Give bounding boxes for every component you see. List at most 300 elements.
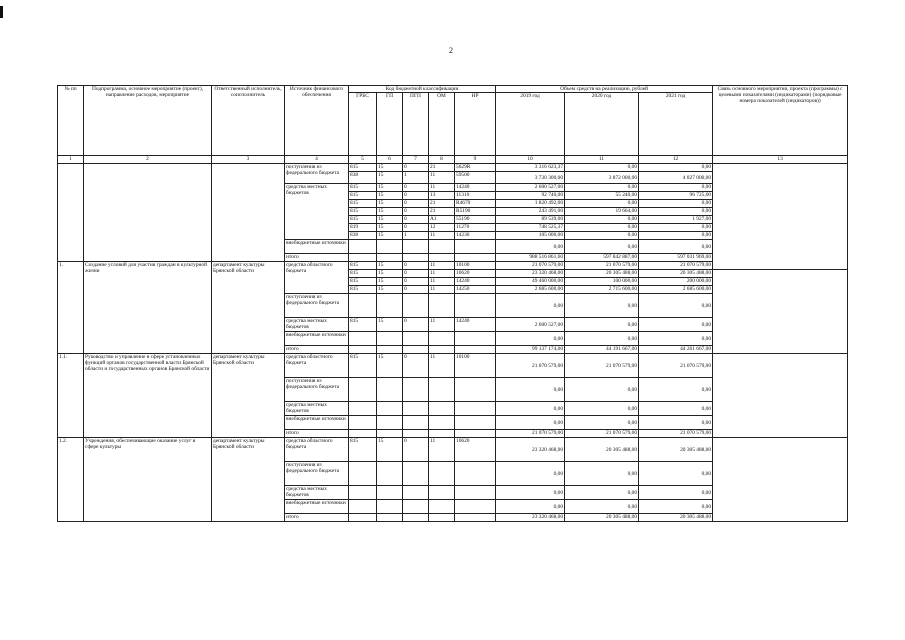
- code-cell: 815: [349, 184, 377, 192]
- amount-cell: 0,00: [639, 164, 713, 172]
- code-cell: 15: [377, 208, 403, 216]
- amount-cell: 0,00: [496, 500, 565, 514]
- amount-cell: 0,00: [565, 164, 639, 172]
- source-cell: средства областного бюджета: [285, 438, 349, 462]
- column-index: 7: [403, 156, 429, 164]
- header-num: № пп: [58, 86, 84, 156]
- code-cell: [403, 332, 429, 346]
- amount-cell: 0,00: [639, 500, 713, 514]
- source-cell: поступления из федерального бюджета: [285, 462, 349, 486]
- amount-cell: 2 715 600,00: [565, 286, 639, 294]
- page-number: 2: [449, 46, 453, 55]
- code-cell: [349, 430, 377, 438]
- code-cell: 838: [349, 172, 377, 184]
- amount-cell: 0,00: [496, 332, 565, 346]
- amount-cell: 0,00: [565, 216, 639, 224]
- code-cell: 15: [377, 184, 403, 192]
- code-cell: [349, 486, 377, 500]
- code-cell: 15: [377, 354, 403, 378]
- code-cell: 11: [429, 262, 455, 270]
- code-cell: [455, 402, 496, 416]
- amount-cell: 1 820 492,00: [496, 200, 565, 208]
- amount-cell: 0,00: [639, 184, 713, 192]
- code-cell: 21: [429, 208, 455, 216]
- budget-table: [57, 85, 848, 522]
- amount-cell: 4 027 000,00: [639, 172, 713, 184]
- amount-cell: 20 305 488,00: [565, 270, 639, 278]
- amount-cell: 243 491,00: [496, 208, 565, 216]
- code-cell: 13: [429, 192, 455, 200]
- column-index: 11: [565, 156, 639, 164]
- amount-cell: 21 070 579,00: [496, 354, 565, 378]
- code-cell: [455, 240, 496, 254]
- code-cell: 11: [429, 270, 455, 278]
- amount-cell: 3 730 300,00: [496, 172, 565, 184]
- amount-cell: 2 600 527,00: [496, 318, 565, 332]
- column-index: 4: [285, 156, 349, 164]
- amount-cell: 0,00: [565, 378, 639, 402]
- code-cell: [403, 500, 429, 514]
- code-cell: [377, 240, 403, 254]
- code-cell: 14240: [455, 278, 496, 286]
- code-cell: [349, 294, 377, 318]
- code-cell: [455, 254, 496, 262]
- code-cell: 0: [403, 200, 429, 208]
- amount-cell: 0,00: [565, 486, 639, 500]
- amount-cell: 0,00: [639, 402, 713, 416]
- amount-cell: 597 842 887,00: [565, 254, 639, 262]
- amount-cell: 3 872 000,00: [565, 172, 639, 184]
- code-cell: 0: [403, 216, 429, 224]
- amount-cell: 44 261 667,00: [639, 346, 713, 354]
- code-cell: [429, 294, 455, 318]
- code-cell: [403, 486, 429, 500]
- amount-cell: 21 070 579,00: [639, 430, 713, 438]
- code-cell: [377, 254, 403, 262]
- code-cell: 59500: [455, 172, 496, 184]
- row-name: Создание условий для участия граждан в культурной жизни: [84, 262, 212, 354]
- code-cell: 815: [349, 262, 377, 270]
- amount-cell: 0,00: [496, 402, 565, 416]
- code-cell: 0: [403, 224, 429, 232]
- code-cell: [429, 514, 455, 522]
- row-executor: департамент культуры Брянской области: [212, 354, 285, 438]
- amount-cell: 748 525,37: [496, 224, 565, 232]
- header-code-pgp: ПГП: [403, 93, 429, 156]
- code-cell: [429, 430, 455, 438]
- amount-cell: 20 305 488,00: [565, 514, 639, 522]
- table-row: [58, 438, 848, 462]
- code-cell: [403, 416, 429, 430]
- amount-cell: 23 320 468,00: [496, 438, 565, 462]
- amount-cell: 20 305 488,00: [565, 438, 639, 462]
- source-cell: средства местных бюджетов: [285, 318, 349, 332]
- code-cell: [349, 500, 377, 514]
- code-cell: [403, 430, 429, 438]
- code-cell: 21: [429, 200, 455, 208]
- column-index: 13: [713, 156, 848, 164]
- header-code-grbs: ГРБС: [349, 93, 377, 156]
- code-cell: [403, 462, 429, 486]
- source-cell: итого: [285, 514, 349, 522]
- source-cell: поступления из федерального бюджета: [285, 294, 349, 318]
- header-code-group: Код бюджетной классификации: [349, 86, 496, 93]
- source-cell: итого: [285, 430, 349, 438]
- row-executor: департамент культуры Брянской области: [212, 262, 285, 354]
- row-name: Руководство и управление в сфере установленных функций органов государственной власти Брянской области и государственных органов Брянской области: [84, 354, 212, 438]
- code-cell: [377, 430, 403, 438]
- code-cell: 15: [377, 164, 403, 172]
- link-cell: [713, 354, 848, 438]
- amount-cell: 0,00: [496, 294, 565, 318]
- code-cell: 15: [377, 192, 403, 200]
- code-cell: [429, 486, 455, 500]
- code-cell: [455, 416, 496, 430]
- code-cell: 815: [349, 164, 377, 172]
- code-cell: [377, 486, 403, 500]
- code-cell: 815: [349, 192, 377, 200]
- code-cell: 815: [349, 270, 377, 278]
- source-cell: средства местных бюджетов: [285, 184, 349, 240]
- amount-cell: 200 000,00: [639, 278, 713, 286]
- code-cell: [377, 332, 403, 346]
- amount-cell: 0,00: [565, 240, 639, 254]
- code-cell: 15: [377, 232, 403, 240]
- source-cell: внебюджетные источники: [285, 240, 349, 254]
- code-cell: [455, 514, 496, 522]
- code-cell: 838: [349, 232, 377, 240]
- header-code-nr: НР: [455, 93, 496, 156]
- header-year-2020: 2020 год: [565, 93, 639, 156]
- amount-cell: 2 600 527,00: [496, 184, 565, 192]
- code-cell: [349, 462, 377, 486]
- amount-cell: 23 320 468,00: [496, 514, 565, 522]
- amount-cell: 0,00: [639, 200, 713, 208]
- code-cell: 10100: [455, 354, 496, 378]
- amount-cell: 92 740,00: [496, 192, 565, 200]
- code-cell: 11: [429, 354, 455, 378]
- code-cell: 15: [377, 224, 403, 232]
- header-volume-group: Объем средств на реализацию, рублей: [496, 86, 713, 93]
- code-cell: [403, 402, 429, 416]
- header-year-2021: 2021 год: [639, 93, 713, 156]
- column-index-row: [58, 156, 848, 164]
- row-num: 1.2.: [58, 438, 84, 522]
- amount-cell: 0,00: [639, 462, 713, 486]
- amount-cell: 0,00: [496, 378, 565, 402]
- code-cell: 815: [349, 278, 377, 286]
- code-cell: [349, 254, 377, 262]
- row-name: [84, 164, 212, 262]
- code-cell: [349, 514, 377, 522]
- row-name: Учреждения, обеспечивающие оказание услуг в сфере культуры: [84, 438, 212, 522]
- amount-cell: 105 000,00: [496, 232, 565, 240]
- source-cell: средства областного бюджета: [285, 262, 349, 294]
- row-num: 1.: [58, 262, 84, 354]
- amount-cell: 21 070 579,00: [496, 430, 565, 438]
- code-cell: 0: [403, 354, 429, 378]
- code-cell: 1: [403, 232, 429, 240]
- amount-cell: 0,00: [565, 232, 639, 240]
- amount-cell: 21 070 579,00: [639, 354, 713, 378]
- amount-cell: 0,00: [565, 462, 639, 486]
- code-cell: [377, 294, 403, 318]
- code-cell: 0: [403, 438, 429, 462]
- page-edge-mark: [0, 6, 3, 18]
- source-cell: внебюджетные источники: [285, 416, 349, 430]
- code-cell: [403, 294, 429, 318]
- code-cell: 11: [429, 184, 455, 192]
- code-cell: 815: [349, 286, 377, 294]
- source-cell: итого: [285, 254, 349, 262]
- table-row: [58, 164, 848, 172]
- code-cell: [349, 402, 377, 416]
- code-cell: 815: [349, 318, 377, 332]
- amount-cell: 100 000,00: [565, 278, 639, 286]
- code-cell: [455, 378, 496, 402]
- code-cell: 15: [377, 216, 403, 224]
- code-cell: [403, 254, 429, 262]
- row-num: 1.1.: [58, 354, 84, 438]
- amount-cell: 21 070 579,00: [565, 430, 639, 438]
- amount-cell: 0,00: [639, 318, 713, 332]
- code-cell: 819: [349, 224, 377, 232]
- code-cell: 815: [349, 438, 377, 462]
- source-cell: итого: [285, 346, 349, 354]
- column-index: 9: [455, 156, 496, 164]
- amount-cell: 44 191 667,00: [565, 346, 639, 354]
- code-cell: [455, 486, 496, 500]
- code-cell: [429, 500, 455, 514]
- source-cell: внебюджетные источники: [285, 332, 349, 346]
- row-executor: [212, 164, 285, 262]
- amount-cell: 21 070 579,00: [496, 262, 565, 270]
- code-cell: 11310: [455, 192, 496, 200]
- column-index: 10: [496, 156, 565, 164]
- code-cell: 14240: [455, 318, 496, 332]
- code-cell: [403, 240, 429, 254]
- code-cell: 5629R: [455, 164, 496, 172]
- code-cell: [429, 254, 455, 262]
- amount-cell: 89 539,00: [496, 216, 565, 224]
- code-cell: [455, 462, 496, 486]
- source-cell: средства местных бюджетов: [285, 486, 349, 500]
- amount-cell: 99 137 174,00: [496, 346, 565, 354]
- code-cell: [377, 416, 403, 430]
- amount-cell: 20 305 488,00: [639, 438, 713, 462]
- code-cell: 1: [403, 172, 429, 184]
- code-cell: 0: [403, 262, 429, 270]
- amount-cell: 0,00: [565, 416, 639, 430]
- code-cell: 815: [349, 354, 377, 378]
- column-index: 3: [212, 156, 285, 164]
- code-cell: 14240: [455, 184, 496, 192]
- amount-cell: 21 070 579,00: [565, 354, 639, 378]
- code-cell: 0: [403, 286, 429, 294]
- link-cell: [713, 438, 848, 522]
- amount-cell: 988 516 861,60: [496, 254, 565, 262]
- code-cell: 0: [403, 164, 429, 172]
- code-cell: 14250: [455, 286, 496, 294]
- code-cell: 11: [429, 232, 455, 240]
- code-cell: R4670: [455, 200, 496, 208]
- code-cell: [349, 346, 377, 354]
- code-cell: [403, 378, 429, 402]
- column-index: 1: [58, 156, 84, 164]
- code-cell: [429, 462, 455, 486]
- amount-cell: 0,00: [496, 240, 565, 254]
- amount-cell: 0,00: [565, 500, 639, 514]
- code-cell: [455, 430, 496, 438]
- header-year-2019: 2019 год: [496, 93, 565, 156]
- row-executor: департамент культуры Брянской области: [212, 438, 285, 522]
- code-cell: 15: [377, 172, 403, 184]
- code-cell: 11: [429, 278, 455, 286]
- code-cell: [429, 240, 455, 254]
- amount-cell: 0,00: [639, 208, 713, 216]
- code-cell: [429, 332, 455, 346]
- code-cell: 12: [429, 224, 455, 232]
- header-row-top: [58, 86, 848, 93]
- header-link: Связь основного мероприятия, проекта (программы) с целевыми показателями (индикаторами) (порядковые номера показателей (индикаторов)): [713, 86, 848, 156]
- amount-cell: 23 320 468,00: [496, 270, 565, 278]
- code-cell: [403, 514, 429, 522]
- column-index: 12: [639, 156, 713, 164]
- code-cell: [455, 294, 496, 318]
- code-cell: 11: [429, 286, 455, 294]
- code-cell: [349, 332, 377, 346]
- code-cell: 14230: [455, 232, 496, 240]
- amount-cell: 3 316 623,37: [496, 164, 565, 172]
- amount-cell: 0,00: [565, 294, 639, 318]
- code-cell: 0: [403, 184, 429, 192]
- header-executor: Ответственный исполнитель, соисполнитель: [212, 86, 285, 156]
- code-cell: 15: [377, 318, 403, 332]
- code-cell: A1: [429, 216, 455, 224]
- column-index: 8: [429, 156, 455, 164]
- table-row: [58, 354, 848, 378]
- column-index: 2: [84, 156, 212, 164]
- amount-cell: 20 305 488,00: [639, 270, 713, 278]
- code-cell: [455, 346, 496, 354]
- code-cell: 10100: [455, 262, 496, 270]
- amount-cell: 0,00: [565, 224, 639, 232]
- code-cell: [455, 332, 496, 346]
- amount-cell: 0,00: [565, 184, 639, 192]
- amount-cell: 597 031 969,00: [639, 254, 713, 262]
- amount-cell: 0,00: [639, 224, 713, 232]
- amount-cell: 2 685 600,00: [639, 286, 713, 294]
- code-cell: 0: [403, 192, 429, 200]
- code-cell: 0: [403, 318, 429, 332]
- source-cell: внебюджетные источники: [285, 500, 349, 514]
- code-cell: [377, 514, 403, 522]
- code-cell: [455, 500, 496, 514]
- code-cell: 10620: [455, 270, 496, 278]
- header-source: Источник финансового обеспечения: [285, 86, 349, 156]
- code-cell: 15: [377, 262, 403, 270]
- amount-cell: 0,00: [639, 486, 713, 500]
- header-code-gp: ГП: [377, 93, 403, 156]
- code-cell: 815: [349, 208, 377, 216]
- source-cell: поступления из федерального бюджета: [285, 164, 349, 184]
- code-cell: 11: [429, 172, 455, 184]
- code-cell: 11270: [455, 224, 496, 232]
- code-cell: 0: [403, 278, 429, 286]
- column-index: 5: [349, 156, 377, 164]
- amount-cell: 0,00: [496, 486, 565, 500]
- code-cell: [349, 378, 377, 402]
- amount-cell: 0,00: [496, 462, 565, 486]
- header-code-om: ОМ: [429, 93, 455, 156]
- header-name: Подпрограмма, основное мероприятие (проект), направление расходов, мероприятие: [84, 86, 212, 156]
- source-cell: средства местных бюджетов: [285, 402, 349, 416]
- source-cell: поступления из федерального бюджета: [285, 378, 349, 402]
- amount-cell: 21 070 579,00: [565, 262, 639, 270]
- code-cell: 55190: [455, 216, 496, 224]
- amount-cell: 0,00: [639, 378, 713, 402]
- source-cell: средства областного бюджета: [285, 354, 349, 378]
- amount-cell: 0,00: [496, 416, 565, 430]
- code-cell: 15: [377, 270, 403, 278]
- amount-cell: 0,00: [565, 200, 639, 208]
- code-cell: 10620: [455, 438, 496, 462]
- code-cell: [429, 346, 455, 354]
- code-cell: 815: [349, 216, 377, 224]
- amount-cell: 0,00: [639, 294, 713, 318]
- amount-cell: 0,00: [565, 402, 639, 416]
- code-cell: [429, 402, 455, 416]
- amount-cell: 0,00: [639, 240, 713, 254]
- code-cell: R5190: [455, 208, 496, 216]
- code-cell: 0: [403, 208, 429, 216]
- amount-cell: 96 725,00: [639, 192, 713, 200]
- code-cell: 11: [429, 438, 455, 462]
- code-cell: [429, 378, 455, 402]
- amount-cell: 2 685 600,00: [496, 286, 565, 294]
- code-cell: 15: [377, 200, 403, 208]
- code-cell: 0: [403, 270, 429, 278]
- table-body: [58, 156, 848, 522]
- code-cell: [377, 402, 403, 416]
- amount-cell: 55 240,00: [565, 192, 639, 200]
- code-cell: 815: [349, 200, 377, 208]
- link-cell: [713, 164, 848, 270]
- amount-cell: 0,00: [639, 232, 713, 240]
- row-num: [58, 164, 84, 262]
- code-cell: [349, 240, 377, 254]
- code-cell: [377, 500, 403, 514]
- amount-cell: 19 664,00: [565, 208, 639, 216]
- code-cell: [377, 378, 403, 402]
- amount-cell: 20 305 488,00: [639, 514, 713, 522]
- code-cell: 15: [377, 438, 403, 462]
- amount-cell: 1 927,00: [639, 216, 713, 224]
- amount-cell: 0,00: [639, 332, 713, 346]
- amount-cell: 0,00: [639, 416, 713, 430]
- code-cell: 15: [377, 278, 403, 286]
- code-cell: 21: [429, 164, 455, 172]
- code-cell: [429, 416, 455, 430]
- code-cell: [377, 462, 403, 486]
- code-cell: [349, 416, 377, 430]
- amount-cell: 0,00: [565, 318, 639, 332]
- amount-cell: 21 070 579,00: [639, 262, 713, 270]
- column-index: 6: [377, 156, 403, 164]
- amount-cell: 49 460 000,00: [496, 278, 565, 286]
- code-cell: 11: [429, 318, 455, 332]
- code-cell: [377, 346, 403, 354]
